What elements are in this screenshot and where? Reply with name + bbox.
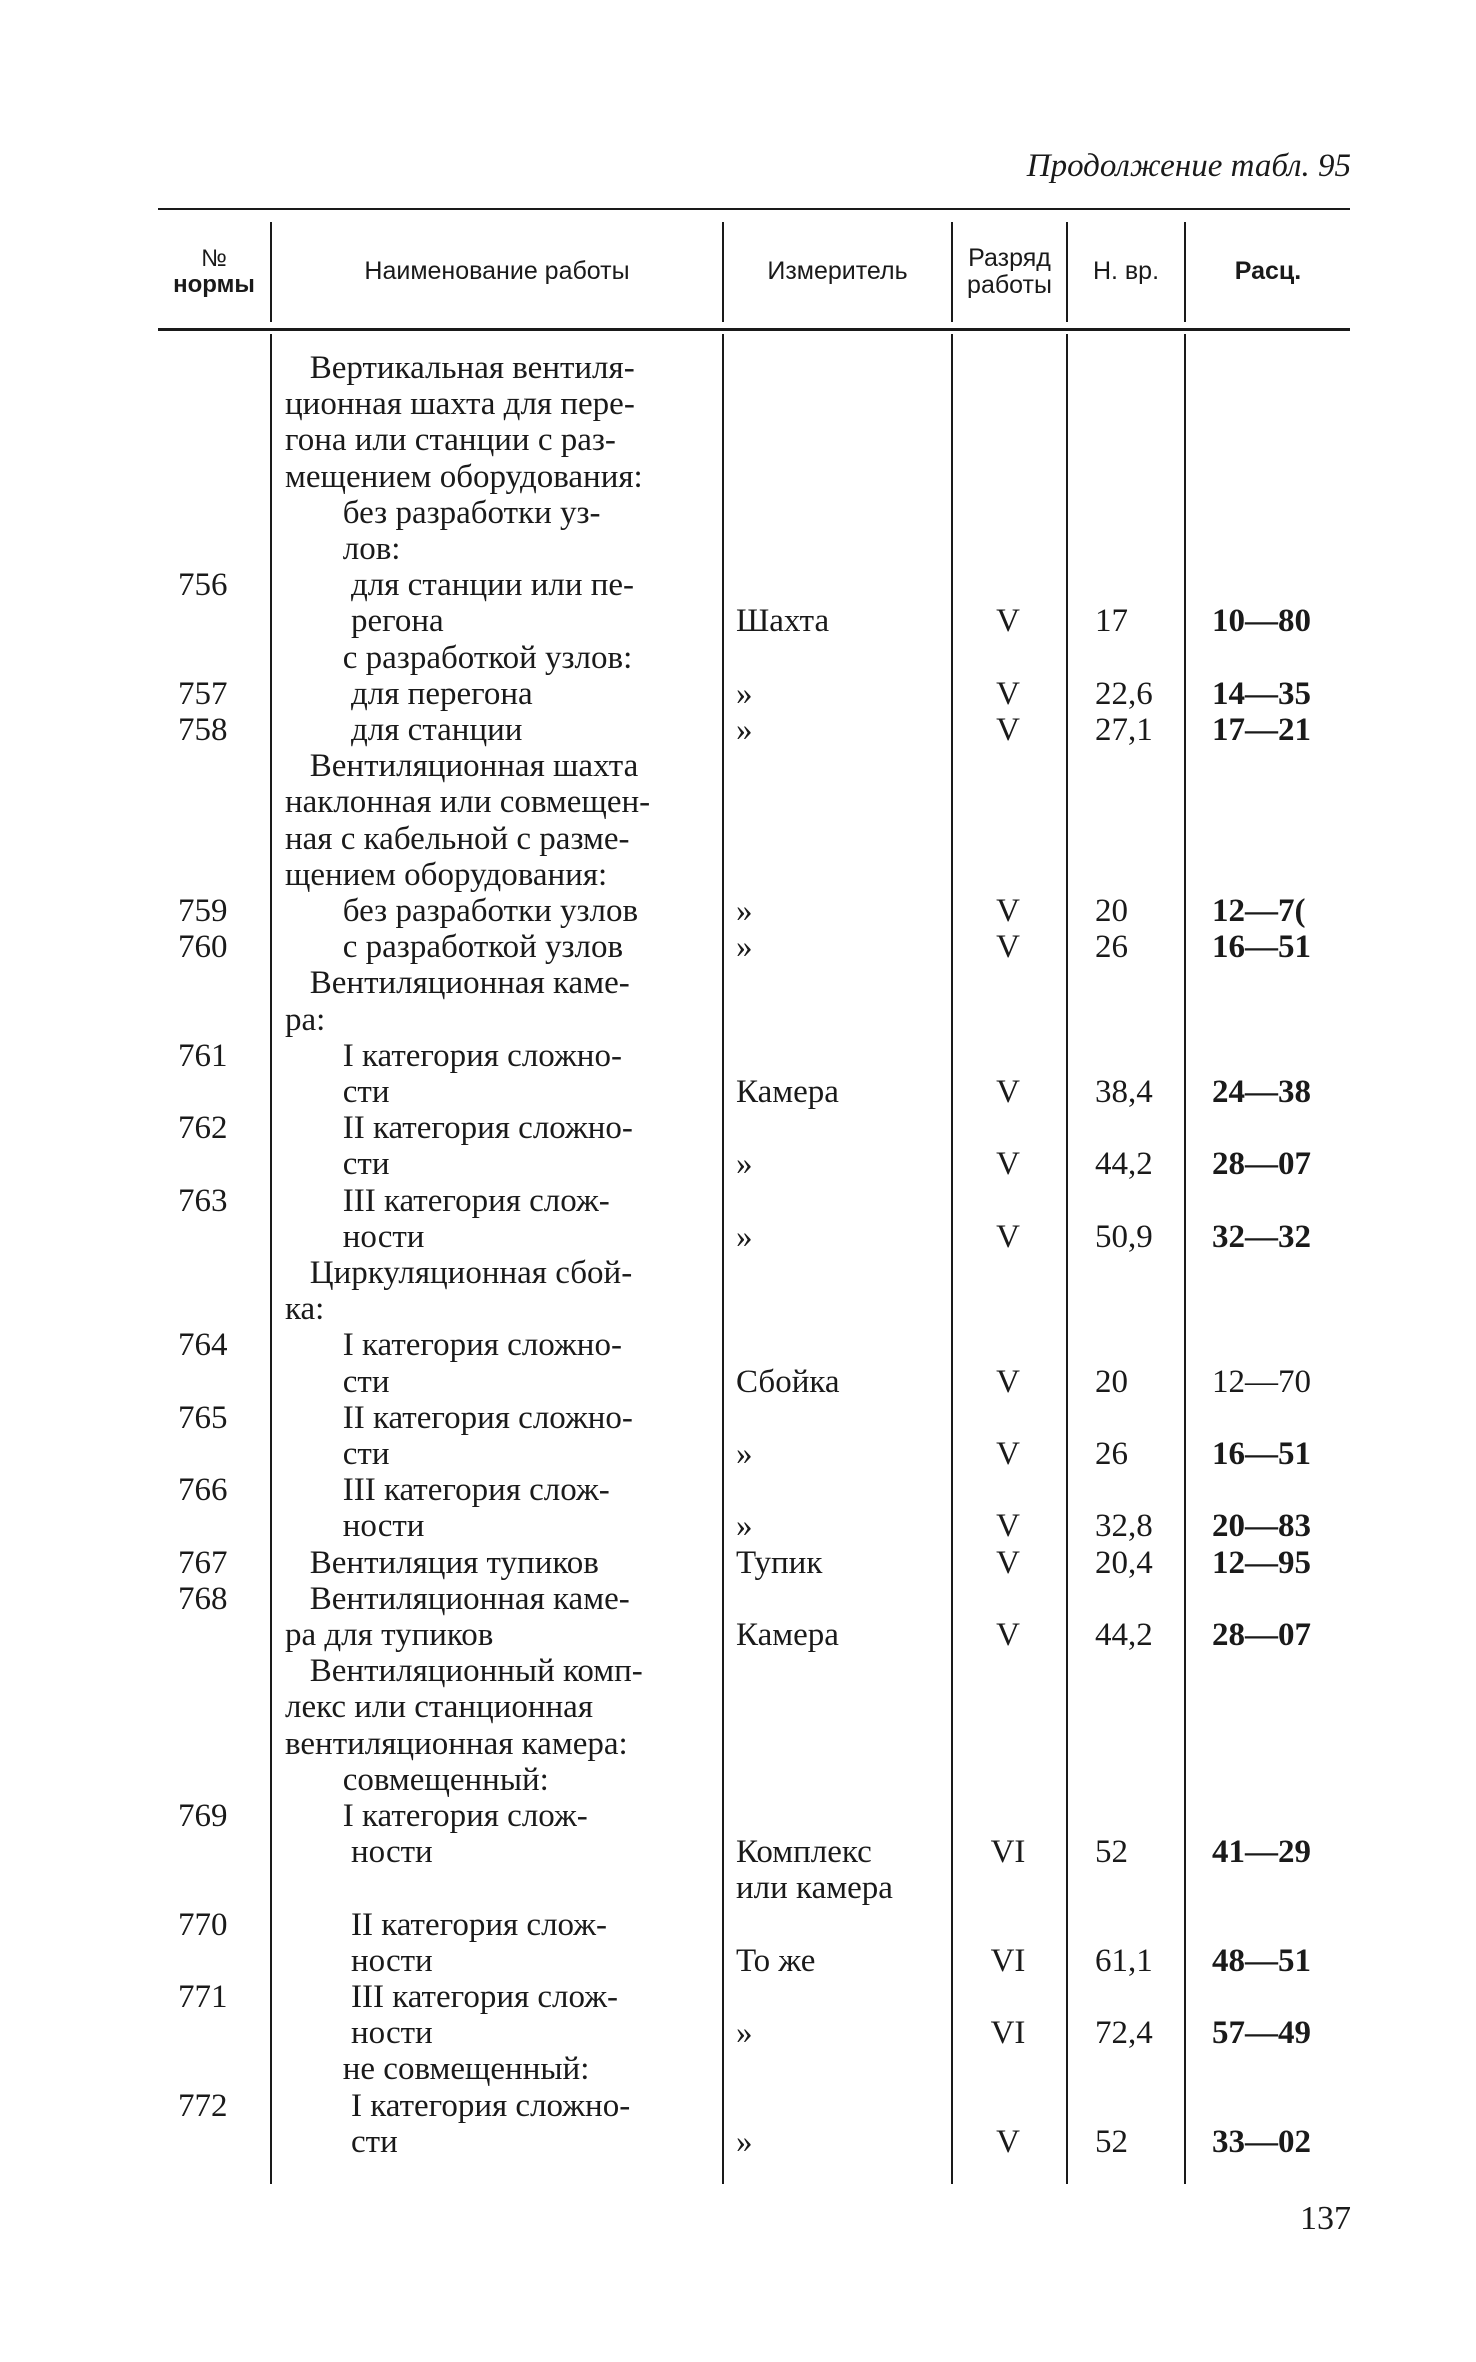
table-top-rule: [158, 208, 1350, 210]
grade-cell: V: [996, 1363, 1020, 1400]
unit-cell: или камера: [736, 1870, 893, 1907]
unit-cell: Тупик: [736, 1544, 823, 1581]
unit-cell: Камера: [736, 1617, 839, 1653]
rate-cell: 20—83: [1212, 1508, 1311, 1545]
norm-number-cell: 770: [178, 1906, 228, 1943]
rate-cell: 12—95: [1212, 1544, 1311, 1581]
table-row: [0, 1508, 1476, 1544]
table-caption: Продолжение табл. 95: [1026, 148, 1351, 184]
table-row: [0, 350, 1476, 386]
work-name-cell: I категория сложно-: [285, 1327, 622, 1364]
unit-cell: То же: [736, 1942, 816, 1979]
table-row: [0, 531, 1476, 567]
norm-number-cell: 765: [178, 1399, 228, 1436]
table-row: [0, 1291, 1476, 1327]
table-row: [0, 1183, 1476, 1219]
norm-number-cell: 761: [178, 1037, 228, 1074]
work-name-cell: ности: [285, 1508, 425, 1545]
norm-number-cell: 763: [178, 1182, 228, 1219]
grade-cell: V: [996, 929, 1020, 966]
table-row: [0, 857, 1476, 893]
page-number: 137: [1300, 2200, 1351, 2237]
table-row: [0, 1798, 1476, 1834]
work-name-cell: мещением оборудования:: [285, 458, 643, 495]
time-norm-cell: 17: [1095, 603, 1128, 640]
norm-number-cell: 756: [178, 567, 228, 604]
time-norm-cell: 26: [1095, 1436, 1128, 1472]
table-header-rule: [158, 328, 1350, 331]
work-name-cell: регона: [285, 603, 444, 640]
unit-cell: »: [736, 1436, 753, 1472]
rate-cell: 32—32: [1212, 1218, 1311, 1255]
header-grade-line1: Разряд: [968, 243, 1051, 272]
time-norm-cell: 44,2: [1095, 1146, 1153, 1183]
unit-cell: »: [736, 929, 753, 966]
unit-cell: Комплекс: [736, 1834, 872, 1871]
table-row: [0, 712, 1476, 748]
norm-number-cell: 766: [178, 1472, 228, 1509]
table-row: [0, 1726, 1476, 1762]
table-row: [0, 1400, 1476, 1436]
table-row: [0, 640, 1476, 676]
rate-cell: 28—07: [1212, 1146, 1311, 1183]
work-name-cell: ная с кабельной с разме-: [285, 820, 630, 857]
work-name-cell: для перегона: [285, 675, 533, 712]
table-row: [0, 2015, 1476, 2051]
work-name-cell: не совмещенный:: [285, 2051, 590, 2088]
table-row: [0, 1979, 1476, 2015]
rate-cell: 24—38: [1212, 1074, 1311, 1110]
unit-cell: »: [736, 1218, 753, 1255]
work-name-cell: Циркуляционная сбой-: [285, 1255, 633, 1291]
work-name-cell: щением оборудования:: [285, 856, 608, 893]
unit-cell: »: [736, 2015, 753, 2052]
work-name-cell: без разработки уз-: [285, 494, 601, 531]
work-name-cell: Вентиляционный комп-: [285, 1653, 643, 1690]
time-norm-cell: 27,1: [1095, 712, 1153, 748]
work-name-cell: совмещенный:: [285, 1761, 549, 1798]
table-row: [0, 1653, 1476, 1689]
header-grade-line2: работы: [967, 271, 1052, 299]
grade-cell: V: [996, 1218, 1020, 1255]
header-unit: [724, 222, 951, 322]
header-norm-number: [158, 222, 270, 322]
grade-cell: V: [996, 1146, 1020, 1183]
table-row: [0, 929, 1476, 965]
table-row: [0, 1436, 1476, 1472]
table-row: [0, 1834, 1476, 1870]
norm-number-cell: 759: [178, 893, 228, 929]
table-row: [0, 1074, 1476, 1110]
work-name-cell: ности: [285, 1834, 433, 1871]
work-name-cell: для станции или пе-: [285, 567, 635, 604]
table-row: [0, 1002, 1476, 1038]
work-name-cell: ра для тупиков: [285, 1617, 494, 1653]
unit-cell: Шахта: [736, 603, 830, 640]
rate-cell: 28—07: [1212, 1617, 1311, 1653]
work-name-cell: I категория сложно-: [285, 1037, 622, 1074]
table-row: [0, 1146, 1476, 1182]
work-name-cell: Вентиляционная шахта: [285, 748, 639, 785]
work-name-cell: лекс или станционная: [285, 1689, 594, 1726]
norm-number-cell: 772: [178, 2087, 228, 2124]
table-row: [0, 1219, 1476, 1255]
unit-cell: Сбойка: [736, 1363, 840, 1400]
time-norm-cell: 22,6: [1095, 675, 1153, 712]
time-norm-cell: 61,1: [1095, 1942, 1153, 1979]
rate-cell: 14—35: [1212, 675, 1311, 712]
unit-cell: »: [736, 1508, 753, 1545]
rate-cell: 12—7(: [1212, 893, 1306, 929]
table-row: [0, 1364, 1476, 1400]
norm-number-cell: 767: [178, 1544, 228, 1581]
table-row: [0, 784, 1476, 820]
table-row: [0, 1472, 1476, 1508]
work-name-cell: без разработки узлов: [285, 893, 639, 929]
table-row: [0, 1038, 1476, 1074]
work-name-cell: сти: [285, 1436, 390, 1472]
time-norm-cell: 20,4: [1095, 1544, 1153, 1581]
work-name-cell: Вертикальная вентиля-: [285, 350, 635, 386]
time-norm-cell: 32,8: [1095, 1508, 1153, 1545]
work-name-cell: сти: [285, 1363, 390, 1400]
norm-number-cell: 769: [178, 1798, 228, 1834]
header-norm-number-symbol: №: [201, 244, 227, 272]
unit-cell: »: [736, 1146, 753, 1183]
table-row: [0, 893, 1476, 929]
table-row: [0, 1762, 1476, 1798]
work-name-cell: ционная шахта для пере-: [285, 386, 635, 423]
norm-number-cell: 771: [178, 1979, 228, 2015]
unit-cell: Камера: [736, 1074, 839, 1110]
time-norm-cell: 38,4: [1095, 1074, 1153, 1110]
work-name-cell: ка:: [285, 1291, 325, 1328]
grade-cell: VI: [990, 1942, 1026, 1979]
grade-cell: V: [996, 1544, 1020, 1581]
norm-number-cell: 762: [178, 1110, 228, 1147]
work-name-cell: Вентиляционная каме-: [285, 965, 630, 1002]
table-row: [0, 1689, 1476, 1725]
table-row: [0, 422, 1476, 458]
work-name-cell: лов:: [285, 531, 401, 567]
grade-cell: V: [996, 1436, 1020, 1472]
rate-cell: 33—02: [1212, 2123, 1311, 2160]
grade-cell: V: [996, 675, 1020, 712]
grade-cell: V: [996, 893, 1020, 929]
work-name-cell: ности: [285, 2015, 433, 2052]
header-time-norm-label: Н. вр.: [1092, 257, 1160, 286]
rate-cell: 10—80: [1212, 603, 1311, 640]
work-name-cell: I категория слож-: [285, 1798, 588, 1834]
work-name-cell: для станции: [285, 712, 523, 748]
work-name-cell: Вентиляционная каме-: [285, 1580, 630, 1617]
work-name-cell: Вентиляция тупиков: [285, 1544, 599, 1581]
norm-number-cell: 768: [178, 1580, 228, 1617]
table-row: [0, 965, 1476, 1001]
table-row: [0, 821, 1476, 857]
header-work-name-label: Наименование работы: [364, 257, 630, 286]
time-norm-cell: 52: [1095, 2123, 1128, 2160]
work-name-cell: III категория слож-: [285, 1182, 610, 1219]
table-row: [0, 676, 1476, 712]
table-row: [0, 386, 1476, 422]
table-row: [0, 1327, 1476, 1363]
work-name-cell: ности: [285, 1218, 425, 1255]
table-row: [0, 1110, 1476, 1146]
table-row: [0, 1907, 1476, 1943]
time-norm-cell: 26: [1095, 929, 1128, 966]
table-row: [0, 495, 1476, 531]
unit-cell: »: [736, 893, 753, 929]
rate-cell: 57—49: [1212, 2015, 1311, 2052]
table-row: [0, 748, 1476, 784]
work-name-cell: сти: [285, 1146, 390, 1183]
grade-cell: VI: [990, 2015, 1026, 2052]
table-row: [0, 1870, 1476, 1906]
time-norm-cell: 20: [1095, 893, 1128, 929]
work-name-cell: вентиляционная камера:: [285, 1725, 628, 1762]
work-name-cell: с разработкой узлов:: [285, 639, 633, 676]
work-name-cell: III категория слож-: [285, 1472, 610, 1509]
time-norm-cell: 52: [1095, 1834, 1128, 1871]
work-name-cell: I категория сложно-: [285, 2087, 631, 2124]
norm-number-cell: 764: [178, 1327, 228, 1364]
work-name-cell: гона или станции с раз-: [285, 422, 616, 459]
work-name-cell: II категория слож-: [285, 1906, 608, 1943]
work-name-cell: сти: [285, 2123, 398, 2160]
work-name-cell: сти: [285, 1074, 390, 1110]
time-norm-cell: 20: [1095, 1363, 1128, 1400]
table-row: [0, 1255, 1476, 1291]
grade-cell: VI: [990, 1834, 1026, 1871]
table-row: [0, 2124, 1476, 2160]
header-rate-label: Расц.: [1234, 257, 1302, 286]
grade-cell: V: [996, 2123, 1020, 2160]
rate-cell: 16—51: [1212, 929, 1311, 966]
header-rate: [1186, 222, 1350, 322]
norm-number-cell: 758: [178, 712, 228, 748]
rate-cell: 17—21: [1212, 712, 1311, 748]
table-row: [0, 1943, 1476, 1979]
unit-cell: »: [736, 2123, 753, 2160]
work-name-cell: наклонная или совмещен-: [285, 784, 651, 821]
table-row: [0, 1545, 1476, 1581]
work-name-cell: III категория слож-: [285, 1979, 618, 2015]
grade-cell: V: [996, 603, 1020, 640]
norm-number-cell: 757: [178, 675, 228, 712]
work-name-cell: ности: [285, 1942, 433, 1979]
rate-cell: 12—70: [1212, 1363, 1311, 1400]
table-row: [0, 2088, 1476, 2124]
header-work-name: [272, 222, 722, 322]
grade-cell: V: [996, 1508, 1020, 1545]
work-name-cell: ра:: [285, 1001, 326, 1038]
header-time-norm: [1068, 222, 1184, 322]
grade-cell: V: [996, 1074, 1020, 1110]
work-name-cell: с разработкой узлов: [285, 929, 624, 966]
table-row: [0, 1617, 1476, 1653]
grade-cell: V: [996, 1617, 1020, 1653]
rate-cell: 16—51: [1212, 1436, 1311, 1472]
grade-cell: V: [996, 712, 1020, 748]
work-name-cell: II категория сложно-: [285, 1110, 633, 1147]
header-grade: [953, 222, 1066, 322]
work-name-cell: II категория сложно-: [285, 1399, 633, 1436]
unit-cell: »: [736, 675, 753, 712]
time-norm-cell: 50,9: [1095, 1218, 1153, 1255]
table-row: [0, 603, 1476, 639]
rate-cell: 41—29: [1212, 1834, 1311, 1871]
rate-cell: 48—51: [1212, 1942, 1311, 1979]
norm-number-cell: 760: [178, 929, 228, 966]
header-norm-number-label: нормы: [173, 271, 255, 298]
table-row: [0, 2051, 1476, 2087]
table-row: [0, 1581, 1476, 1617]
time-norm-cell: 44,2: [1095, 1617, 1153, 1653]
time-norm-cell: 72,4: [1095, 2015, 1153, 2052]
table-row: [0, 567, 1476, 603]
header-unit-label: Измеритель: [767, 257, 908, 286]
unit-cell: »: [736, 712, 753, 748]
table-row: [0, 459, 1476, 495]
